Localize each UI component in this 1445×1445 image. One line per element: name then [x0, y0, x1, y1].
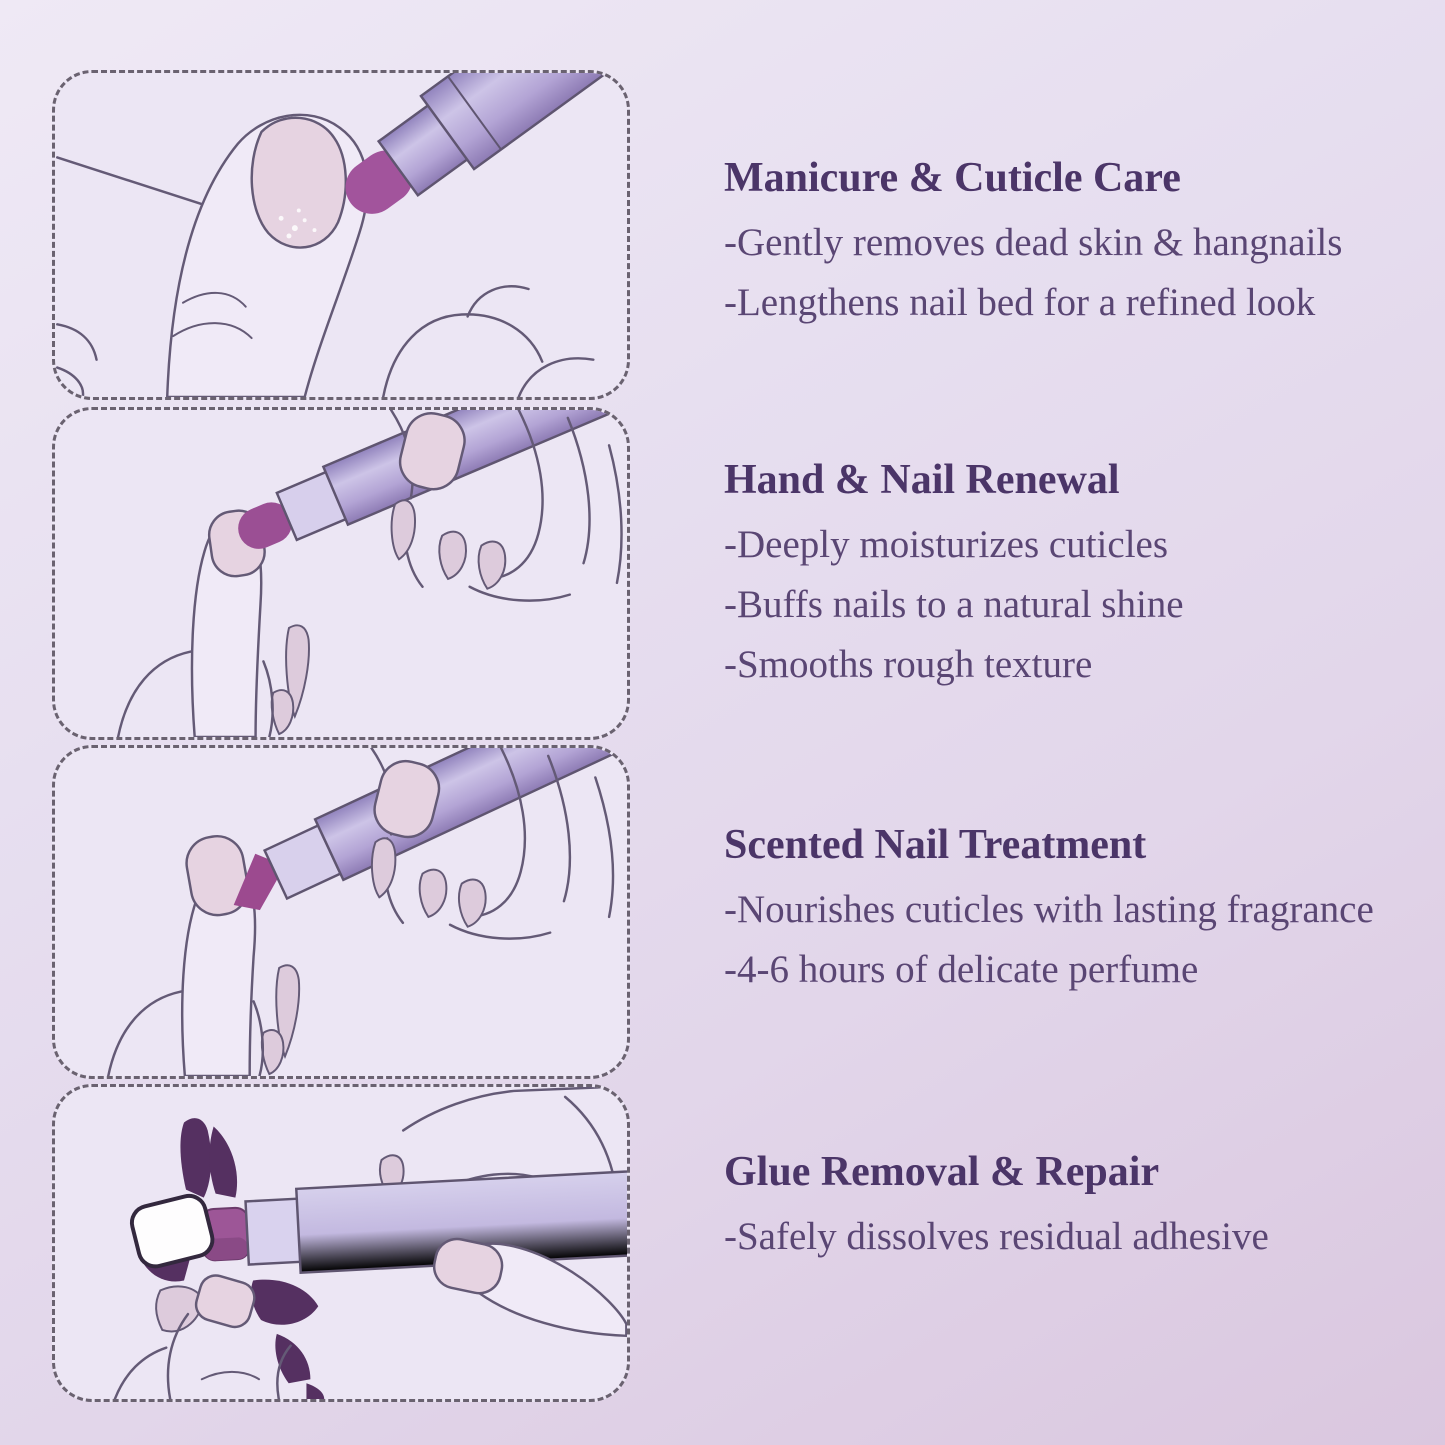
bullet-line: -Smooths rough texture	[724, 643, 1093, 687]
section-manicure-text	[724, 155, 1440, 333]
illustration-panel-manicure	[52, 70, 630, 400]
pen-applying-serum-illustration-icon	[55, 748, 627, 1076]
section-title-scented: Scented Nail Treatment	[724, 822, 1147, 868]
illustration-panel-scented	[52, 745, 630, 1079]
bullet-line: -Deeply moisturizes cuticles	[724, 523, 1169, 567]
bullet-line: -Safely dissolves residual adhesive	[724, 1215, 1269, 1259]
section-title-manicure: Manicure & Cuticle Care	[724, 155, 1181, 201]
bullet-line: -Gently removes dead skin & hangnails	[724, 221, 1343, 265]
bullet-line: -Buffs nails to a natural shine	[724, 583, 1184, 627]
pen-removing-glue-illustration-icon	[55, 1087, 627, 1399]
section-renewal-text	[724, 457, 1440, 695]
pen-buffing-nail-illustration-icon	[55, 410, 627, 737]
bullet-line: -4-6 hours of delicate perfume	[724, 948, 1199, 992]
section-title-glue: Glue Removal & Repair	[724, 1149, 1160, 1195]
bullet-line: -Nourishes cuticles with lasting fragrance	[724, 888, 1374, 932]
pen-on-cuticle-illustration-icon	[55, 73, 627, 397]
section-glue-text	[724, 1149, 1440, 1267]
section-scented-text	[724, 822, 1440, 1000]
section-title-renewal: Hand & Nail Renewal	[724, 457, 1120, 503]
illustration-panel-glue-removal	[52, 1084, 630, 1402]
bullet-line: -Lengthens nail bed for a refined look	[724, 281, 1316, 325]
illustration-panel-renewal	[52, 407, 630, 740]
